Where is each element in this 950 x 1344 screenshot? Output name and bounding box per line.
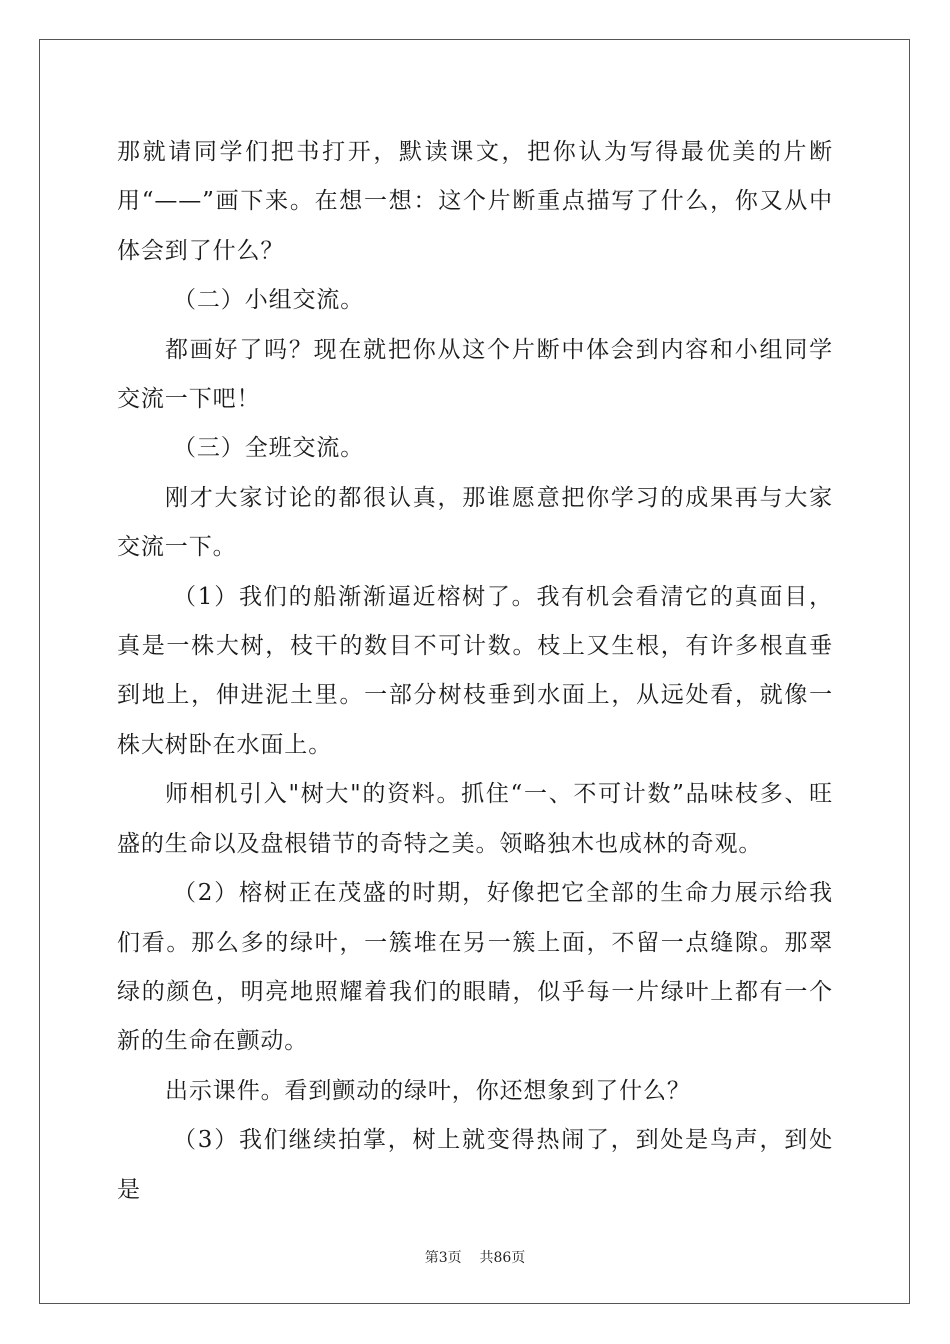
- document-body: [117, 128, 833, 1215]
- paragraph-2: （二）小组交流。: [173, 287, 365, 314]
- paragraph-4: （三）全班交流。: [173, 435, 365, 462]
- paragraph-10: （3）我们继续拍掌，树上就变得热闹了，到处是鸟声，到处是: [117, 1127, 833, 1203]
- paragraph-5: 刚才大家讨论的都很认真，那谁愿意把你学习的成果再与大家交流一下。: [117, 484, 833, 561]
- paragraph-7: 师相机引入"树大"的资料。抓住“一、不可计数”品味枝多、旺盛的生命以及盘根错节的奇特之美。领略独木也成林的奇观。: [117, 781, 833, 857]
- paragraph-1: 那就请同学们把书打开，默读课文，把你认为写得最优美的片断用“——”画下来。在想一想：这个片断重点描写了什么，你又从中体会到了什么？: [117, 139, 833, 264]
- paragraph-9: 出示课件。看到颤动的绿叶，你还想象到了什么？: [165, 1077, 691, 1104]
- paragraph-8: （2）榕树正在茂盛的时期，好像把它全部的生命力展示给我们看。那么多的绿叶，一簇堆在另一簇上面，不留一点缝隙。那翠绿的颜色，明亮地照耀着我们的眼睛，似乎每一片绿叶上都有一个新的生命在颤动。: [117, 880, 833, 1055]
- page-number-footer: 第3页 共86页: [424, 1250, 526, 1266]
- paragraph-6: （1）我们的船渐渐逼近榕树了。我有机会看清它的真面目，真是一株大树，枝干的数目不可计数。枝上又生根，有许多根直垂到地上，伸进泥土里。一部分树枝垂到水面上，从远处看，就像一株大树卧在水面上。: [117, 583, 833, 758]
- paragraph-3: 都画好了吗？现在就把你从这个片断中体会到内容和小组同学交流一下吧！: [117, 336, 833, 413]
